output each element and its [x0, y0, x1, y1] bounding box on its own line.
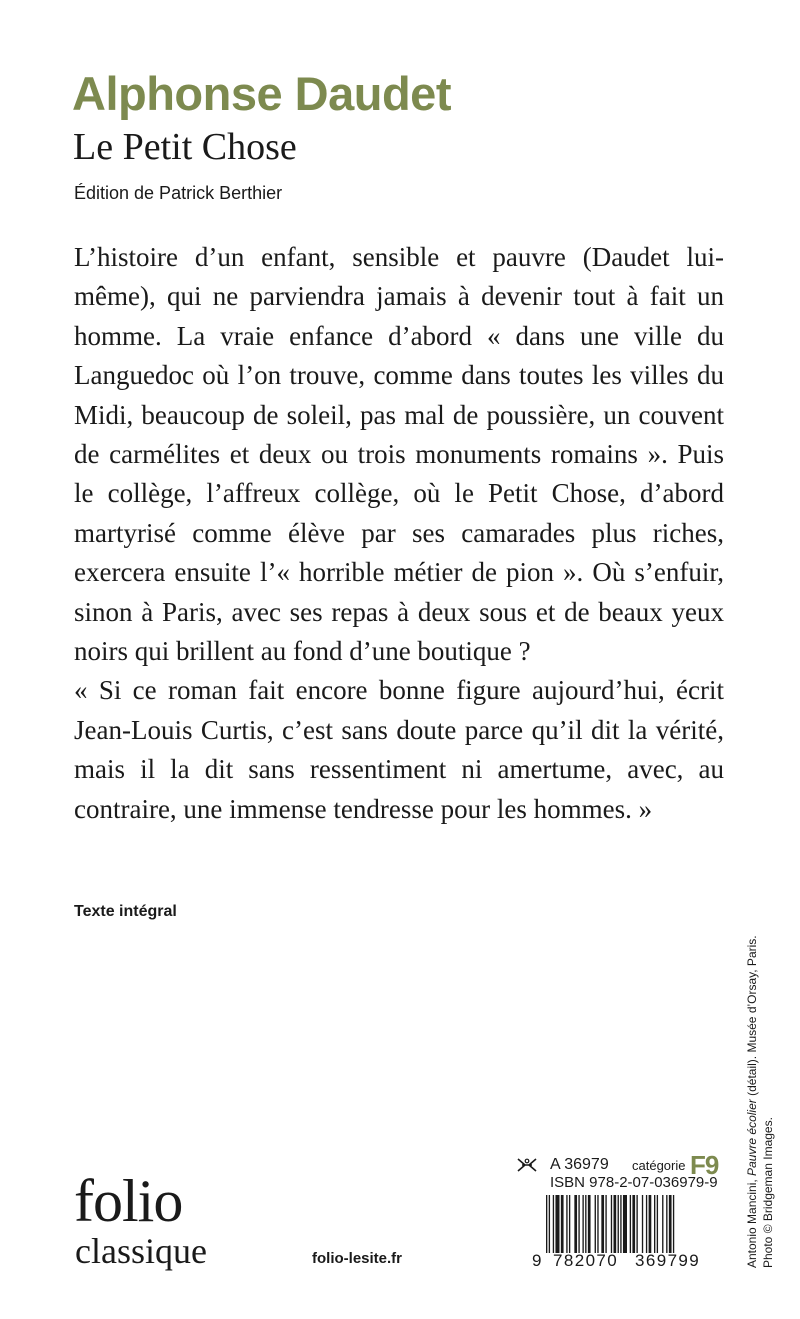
- barcode-bar: [566, 1195, 567, 1253]
- barcode-bar: [582, 1195, 583, 1253]
- barcode-bar: [601, 1195, 604, 1253]
- credit-line-2: Photo © Bridgeman Images.: [761, 1117, 775, 1268]
- catalog-code: A 36979: [550, 1156, 609, 1173]
- barcode-bar: [614, 1195, 617, 1253]
- barcode-bar: [654, 1195, 655, 1253]
- credit-artwork: Pauvre écolier: [745, 1099, 759, 1176]
- category-label: catégorie: [632, 1158, 686, 1173]
- barcode-bar: [623, 1195, 627, 1253]
- barcode-bar: [669, 1195, 672, 1253]
- classique-logo: classique: [75, 1231, 207, 1271]
- category-value: F9: [690, 1150, 719, 1180]
- barcode-bar: [597, 1195, 598, 1253]
- book-title: Le Petit Chose: [73, 126, 297, 168]
- barcode-bar: [578, 1195, 579, 1253]
- barcode-digit-lead: 9: [532, 1251, 543, 1270]
- product-codes: [516, 1150, 722, 1274]
- barcode-bar: [585, 1195, 586, 1253]
- barcode-bar: [632, 1195, 635, 1253]
- barcode-bar: [574, 1195, 577, 1253]
- barcode: [546, 1195, 722, 1253]
- barcode-bar: [642, 1195, 643, 1253]
- barcode-bar: [662, 1195, 663, 1253]
- barcode-bar: [588, 1195, 591, 1253]
- isbn: ISBN 978-2-07-036979-9: [550, 1174, 718, 1191]
- barcode-bar: [630, 1195, 631, 1253]
- barcode-bar: [595, 1195, 596, 1253]
- integral-text-label: Texte intégral: [74, 903, 177, 920]
- barcode-bar: [646, 1195, 647, 1253]
- barcode-bar: [569, 1195, 570, 1253]
- barcode-bar: [673, 1195, 674, 1253]
- publisher-website: folio-lesite.fr: [312, 1250, 403, 1267]
- barcode-digits-right: 369799: [635, 1251, 701, 1270]
- barcode-bar: [636, 1195, 637, 1253]
- author-name: Alphonse Daudet: [72, 67, 451, 120]
- barcode-bar: [555, 1195, 559, 1253]
- barcode-bar: [611, 1195, 612, 1253]
- barcode-bar: [561, 1195, 564, 1253]
- barcode-bar: [618, 1195, 619, 1253]
- barcode-bar: [649, 1195, 652, 1253]
- back-cover-blurb: [74, 238, 724, 829]
- blurb-quote: « Si ce roman fait encore bonne figure aujourd’hui, écrit Jean-Louis Curtis, c’est sans doute parce qu’il dit la vérité, mais il la dit sans ressentiment ni amertume, avec, au contraire, une immense tendresse pour les hommes. »: [74, 675, 724, 824]
- barcode-bar: [666, 1195, 667, 1253]
- credit-line-1: [744, 908, 760, 1268]
- barcode-bar: [549, 1195, 550, 1253]
- barcode-bar: [620, 1195, 621, 1253]
- publisher-emblem-icon: [516, 1157, 538, 1173]
- blurb-paragraph: L’histoire d’un enfant, sensible et pauvre (Daudet lui-même), qui ne parviendra jamais à devenir tout à fait un homme. La vraie enfance d’abord « dans une ville du Languedoc où l’on trouve, comme dans toutes les villes du Midi, beaucoup de soleil, pas mal de poussière, un couvent de carmélites et deux ou trois monuments romains ». Puis le collège, l’affreux collège, où le Petit Chose, d’abord martyrisé comme élève par ses camarades plus riches, exercera ensuite l’« horrible métier de pion ». Où s’enfuir, sinon à Paris, avec ses repas à deux sous et de beaux yeux noirs qui brillent au fond d’une boutique ?: [74, 242, 724, 667]
- credit-artist: Antonio Mancini,: [745, 1175, 759, 1268]
- barcode-bar: [605, 1195, 606, 1253]
- barcode-bar: [657, 1195, 658, 1253]
- edition-credit: Édition de Patrick Berthier: [74, 183, 283, 203]
- barcode-bar: [553, 1195, 554, 1253]
- cover-image-credit: [744, 908, 776, 1268]
- credit-location: (détail). Musée d’Orsay, Paris.: [745, 935, 759, 1100]
- barcode-digits-left: 782070: [553, 1251, 619, 1270]
- barcode-bar: [546, 1195, 547, 1253]
- folio-logo: folio: [74, 1168, 183, 1234]
